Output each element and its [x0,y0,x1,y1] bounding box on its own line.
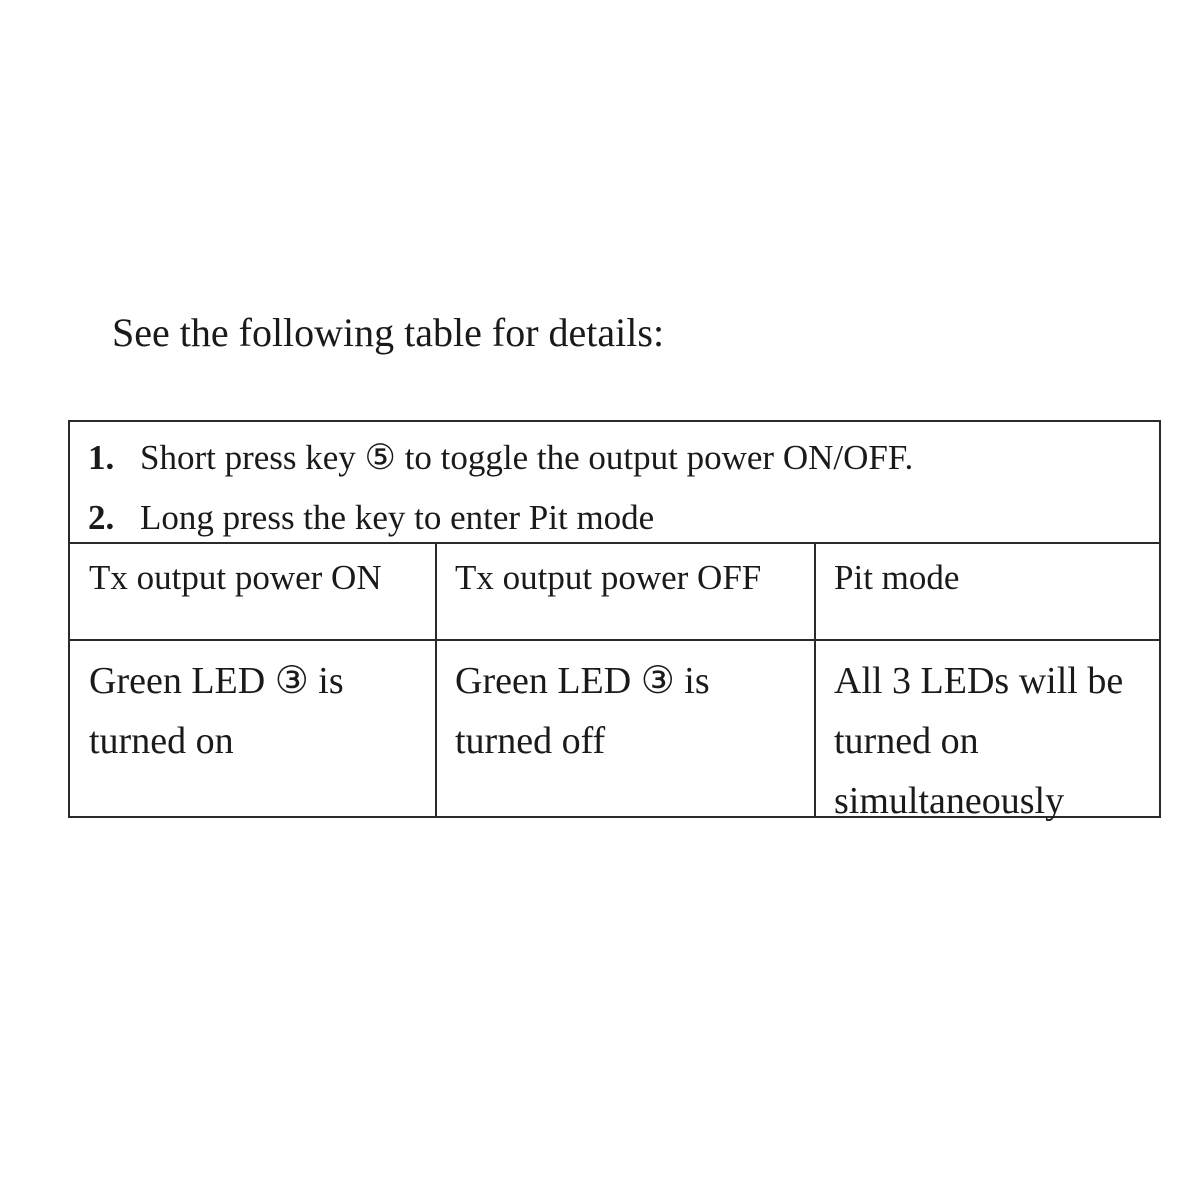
column-divider [814,544,816,816]
cell-pit-mode [834,651,1123,831]
instruction-text: Short press key ⑤ to toggle the output power ON/OFF. [140,438,914,477]
instruction-number: 1. [88,438,115,477]
cell-tx-on [89,651,344,771]
header-tx-on: Tx output power ON [89,558,382,597]
column-divider [435,544,437,816]
cell-line: All 3 LEDs will be [834,660,1124,702]
cell-line: Green LED ③ is [455,660,710,702]
instruction-item [88,438,913,478]
header-divider [70,639,1159,641]
intro-text: See the following table for details: [112,310,665,355]
cell-line: Green LED ③ is [89,660,344,702]
header-pit-mode: Pit mode [834,558,960,597]
cell-line: turned off [455,720,606,762]
cell-line: turned on [834,720,979,762]
instruction-number: 2. [88,498,115,537]
cell-line: turned on [89,720,234,762]
details-table [68,420,1161,822]
header-tx-off: Tx output power OFF [455,558,762,597]
instructions-row [70,422,1159,544]
cell-line: simultaneously [834,780,1065,822]
cell-tx-off [455,651,710,771]
instruction-item [88,498,654,538]
instruction-text: Long press the key to enter Pit mode [140,498,655,537]
